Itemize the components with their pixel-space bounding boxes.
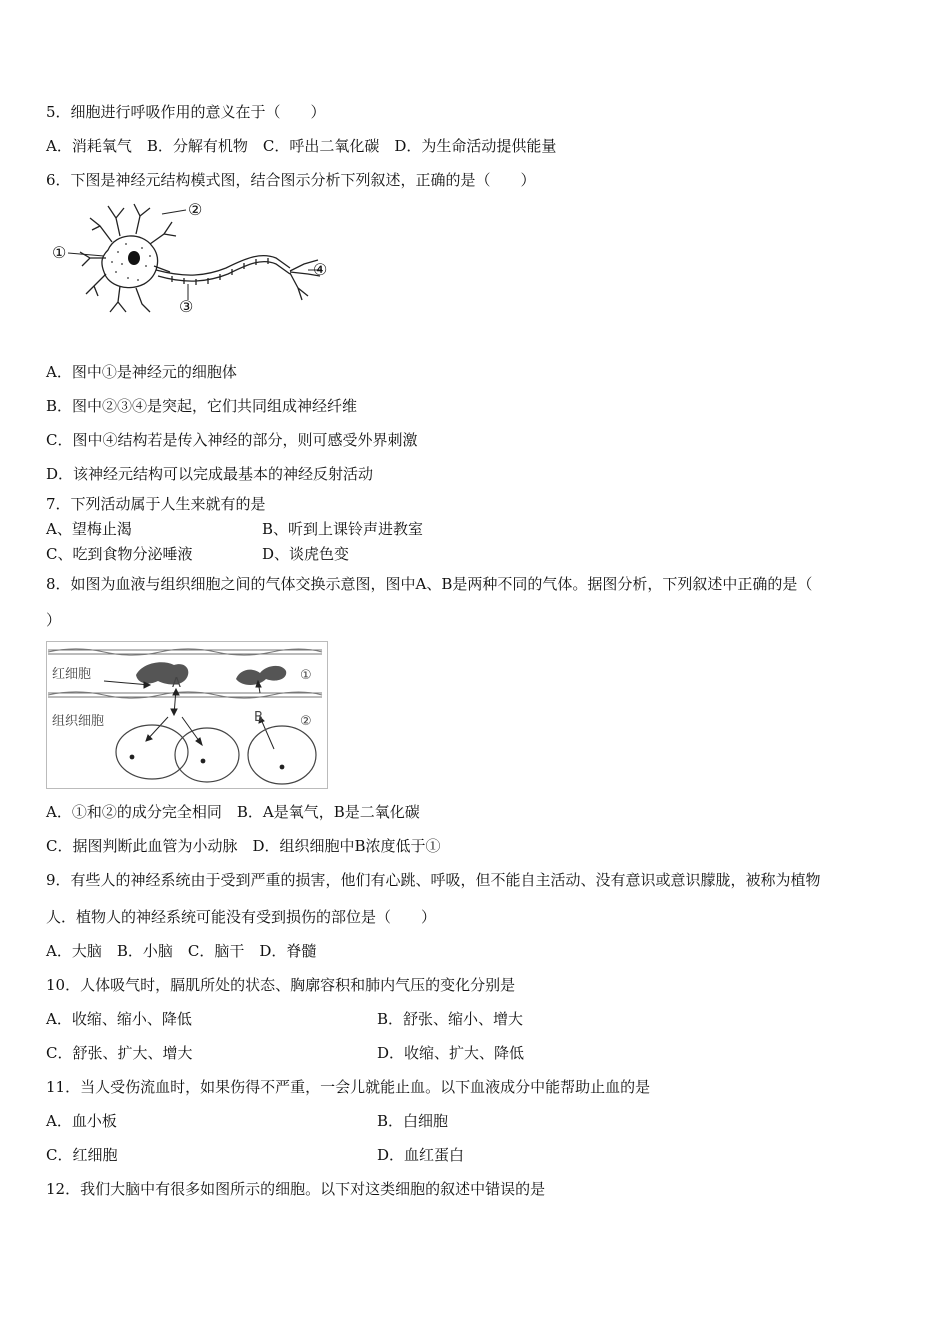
q7-stem: 7．下列活动属于人生来就有的是: [46, 495, 266, 513]
q9-stem-line1: 9．有些人的神经系统由于受到严重的损害，他们有心跳、呼吸，但不能自主活动、没有意识或意识朦胧，被称为植物: [46, 871, 821, 889]
q10-option-a: A．收缩、缩小、降低: [46, 1010, 192, 1028]
q11-option-b: B．白细胞: [377, 1112, 449, 1130]
q6-option-c: C．图中④结构若是传入神经的部分，则可感受外界刺激: [46, 431, 418, 449]
q7-option-b: B、听到上课铃声进教室: [262, 520, 424, 538]
q10-option-c: C．舒张、扩大、增大: [46, 1044, 193, 1062]
q7-option-d: D、谈虎色变: [262, 545, 350, 563]
neuron-label-4: ④: [313, 260, 328, 279]
q11-option-d: D．血红蛋白: [377, 1146, 465, 1164]
q8-options-line1: A．①和②的成分完全相同 B．A是氧气，B是二氧化碳: [46, 803, 420, 821]
q6-option-d: D．该神经元结构可以完成最基本的神经反射活动: [46, 465, 374, 483]
q5-stem: 5．细胞进行呼吸作用的意义在于（ ）: [46, 103, 326, 121]
q5-options: A．消耗氧气 B．分解有机物 C．呼出二氧化碳 D．为生命活动提供能量: [46, 137, 557, 155]
neuron-label-1: ①: [52, 243, 67, 262]
neuron-label-2: ②: [188, 200, 203, 219]
q8-stem-line1: 8．如图为血液与组织细胞之间的气体交换示意图，图中A、B是两种不同的气体。据图分析，下列叙述中正确的是（: [46, 575, 813, 593]
region-1-label: ①: [300, 668, 312, 683]
q10-option-d: D．收缩、扩大、降低: [377, 1044, 525, 1062]
q9-options: A．大脑 B．小脑 C．脑干 D．脊髓: [46, 942, 317, 960]
rbc-label: 红细胞: [52, 667, 92, 682]
q6-option-a: A．图中①是神经元的细胞体: [46, 363, 237, 381]
q10-stem: 10．人体吸气时，膈肌所处的状态、胸廓容积和肺内气压的变化分别是: [46, 976, 516, 994]
q12-stem: 12．我们大脑中有很多如图所示的细胞。以下对这类细胞的叙述中错误的是: [46, 1180, 546, 1198]
q6-option-b: B．图中②③④是突起，它们共同组成神经纤维: [46, 397, 358, 415]
gas-a-label: A: [172, 676, 181, 691]
gas-exchange-diagram: [46, 641, 328, 789]
q8-stem-line2: ）: [46, 611, 62, 629]
tissue-cell-label: 组织细胞: [52, 714, 105, 729]
q8-options-line2: C．据图判断此血管为小动脉 D．组织细胞中B浓度低于①: [46, 837, 441, 855]
q7-option-a: A、望梅止渴: [46, 520, 132, 538]
q6-stem: 6．下图是神经元结构模式图，结合图示分析下列叙述，正确的是（ ）: [46, 171, 536, 189]
q10-option-b: B．舒张、缩小、增大: [377, 1010, 524, 1028]
q7-option-c: C、吃到食物分泌唾液: [46, 545, 193, 563]
q9-stem-line2: 人．植物人的神经系统可能没有受到损伤的部位是（ ）: [46, 908, 437, 926]
q11-option-c: C．红细胞: [46, 1146, 118, 1164]
region-2-label: ②: [300, 714, 312, 729]
q11-stem: 11．当人受伤流血时，如果伤得不严重，一会儿就能止血。以下血液成分中能帮助止血的是: [46, 1078, 651, 1096]
gas-b-label: B: [254, 710, 263, 725]
neuron-label-3: ③: [179, 297, 194, 316]
q11-option-a: A．血小板: [46, 1112, 117, 1130]
